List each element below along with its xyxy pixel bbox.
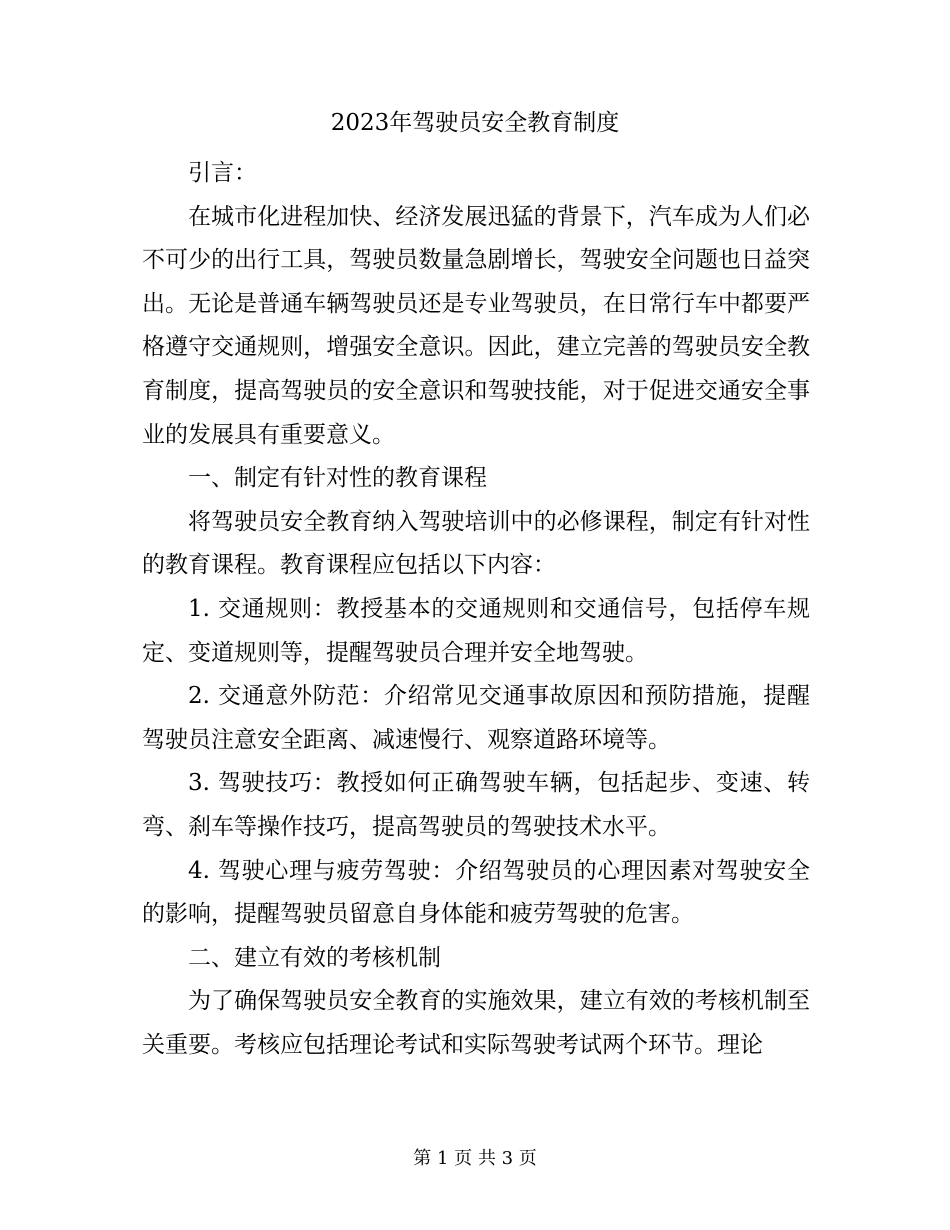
list-item-1: 1. 交通规则：教授基本的交通规则和交通信号，包括停车规定、变道规则等，提醒驾驶员合理并安全地驾驶。 (142, 595, 810, 666)
list-item-4: 4. 驾驶心理与疲劳驾驶：介绍驾驶员的心理因素对驾驶安全的影响，提醒驾驶员留意自身体能和疲劳驾驶的危害。 (142, 857, 810, 928)
document-body (142, 152, 810, 1067)
paragraph-intro: 在城市化进程加快、经济发展迅猛的背景下，汽车成为人们必不可少的出行工具，驾驶员数量急剧增长，驾驶安全问题也日益突出。无论是普通车辆驾驶员还是专业驾驶员，在日常行车中都要严格遵守交通规则，增强安全意识。因此，建立完善的驾驶员安全教育制度，提高驾驶员的安全意识和驾驶技能，对于促进交通安全事业的发展具有重要意义。 (142, 203, 810, 448)
document-title: 2023年驾驶员安全教育制度 (330, 110, 620, 136)
paragraph-intro-heading: 引言： (188, 160, 257, 186)
paragraph-section-1: 将驾驶员安全教育纳入驾驶培训中的必修课程，制定有针对性的教育课程。教育课程应包括以下内容： (142, 508, 810, 579)
list-item-2: 2. 交通意外防范：介绍常见交通事故原因和预防措施，提醒驾驶员注意安全距离、减速慢行、观察道路环境等。 (142, 683, 810, 753)
page-footer: 第 1 页 共 3 页 (413, 1148, 537, 1169)
section-heading-1: 一、制定有针对性的教育课程 (188, 465, 487, 492)
section-heading-2: 二、建立有效的考核机制 (188, 944, 441, 971)
paragraph-section-2: 为了确保驾驶员安全教育的实施效果，建立有效的考核机制至关重要。考核应包括理论考试和实际驾驶考试两个环节。理论 (142, 988, 810, 1058)
list-item-3: 3. 驾驶技巧：教授如何正确驾驶车辆，包括起步、变速、转弯、刹车等操作技巧，提高驾驶员的驾驶技术水平。 (142, 770, 810, 840)
